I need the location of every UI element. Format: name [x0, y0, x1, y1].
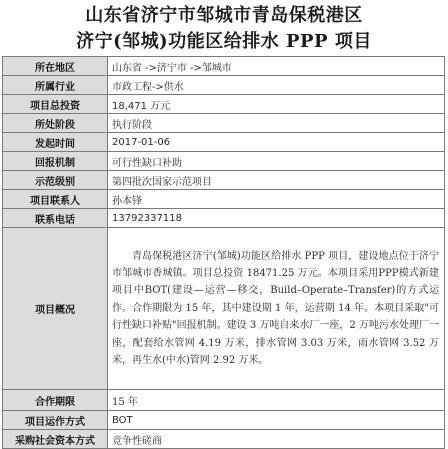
overview-text: 青岛保税港区济宁(邹城)功能区给排水 PPP 项目，建设地点位于济宁市邹城市香城镇。项目总投资 18471.25 万元。本项目采用PPP模式新建项目中BOT(建设—运营—移交，Build–Operate–Transfer)的方式运作。合作期限为 15 年，其中建设期 1 年，运营期 14 年。本项目采取"可行性缺口补贴"回报机制。建设 3 万吨自来水厂一座，2 万吨污水处理厂一座，配套给水管网 4.19 万米，排水管网 3.03 万米，雨水管网 3.52 万米，再生水(中水)管网 2.92 万米。 [108, 228, 445, 390]
location-value: 山东省 ->济宁市 ->邹城市 [108, 57, 445, 76]
table-row [3, 114, 445, 133]
table-row [3, 430, 445, 449]
mechanism-value: 可行性缺口补助 [108, 152, 445, 171]
stage-value: 执行阶段 [108, 114, 445, 133]
mechanism-label: 回报机制 [3, 152, 108, 171]
table-row [3, 171, 445, 190]
date-value: 2017-01-06 [108, 133, 445, 152]
procurement-value: 竞争性磋商 [108, 430, 445, 449]
table-row [3, 76, 445, 95]
term-label: 合作期限 [3, 390, 108, 411]
project-info-table [2, 56, 445, 449]
table-row [3, 228, 445, 390]
demo-level-label: 示范级别 [3, 171, 108, 190]
industry-value: 市政工程->供水 [108, 76, 445, 95]
phone-label: 联系电话 [3, 209, 108, 228]
table-row [3, 390, 445, 411]
phone-value: 13792337118 [108, 209, 445, 228]
demo-level-value: 第四批次国家示范项目 [108, 171, 445, 190]
investment-value: 18,471 万元 [108, 95, 445, 114]
contact-label: 项目联系人 [3, 190, 108, 209]
table-row [3, 133, 445, 152]
procurement-label: 采购社会资本方式 [3, 430, 108, 449]
table-row [3, 209, 445, 228]
location-label: 所在地区 [3, 57, 108, 76]
table-row [3, 190, 445, 209]
contact-value: 孙本锋 [108, 190, 445, 209]
table-row [3, 411, 445, 430]
stage-label: 所处阶段 [3, 114, 108, 133]
page-title-line1: 山东省济宁市邹城市青岛保税港区 [85, 5, 363, 26]
industry-label: 所属行业 [3, 76, 108, 95]
operation-value: BOT [108, 411, 445, 430]
page-title-line2: 济宁(邹城)功能区给排水 PPP 项目 [76, 31, 372, 52]
date-label: 发起时间 [3, 133, 108, 152]
table-row [3, 57, 445, 76]
overview-label: 项目概况 [3, 228, 108, 390]
table-row [3, 152, 445, 171]
investment-label: 项目总投资 [3, 95, 108, 114]
term-value: 15 年 [108, 390, 445, 411]
operation-label: 项目运作方式 [3, 411, 108, 430]
table-row [3, 95, 445, 114]
